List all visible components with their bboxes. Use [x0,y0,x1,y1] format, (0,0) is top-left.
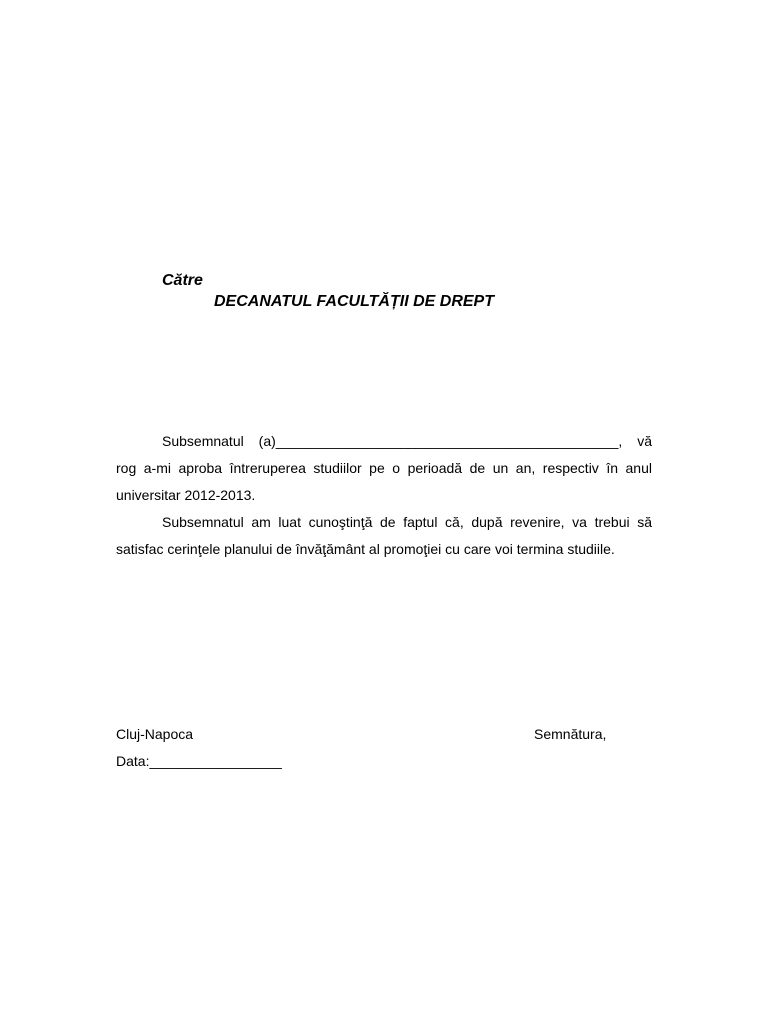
place-text: Cluj-Napoca [116,726,194,742]
recipient-title: DECANATUL FACULTĂȚII DE DREPT [214,293,494,310]
date-field: Data:_________________ [116,753,282,769]
acknowledgement-paragraph: Subsemnatul am luat cunoştinţă de faptul că, după revenire, va trebui să satisfac cerinţele planului de învăţământ al promoţiei cu care voi termina studiile. [116,514,652,557]
request-paragraph: Subsemnatul (a)____________________________________________, vă rog a-mi aproba întreruperea studiilor pe o perioadă de un an, respectiv în anul universitar 2012-2013. [116,433,652,503]
request-body [116,428,652,563]
addressee-label: Către [162,272,203,289]
signature-label: Semnătura, [534,726,607,742]
